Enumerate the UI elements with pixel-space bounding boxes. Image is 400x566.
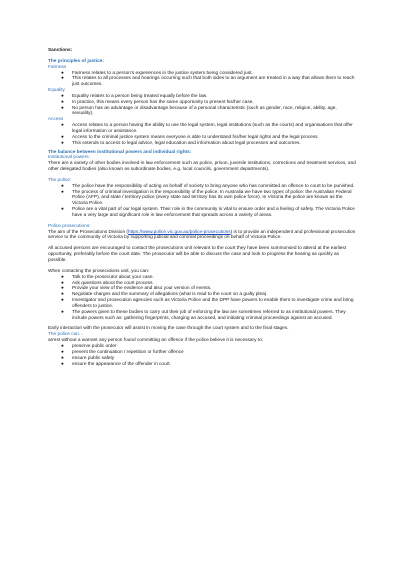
list-item: ● Talk to the prosecutor about your case. (61, 274, 154, 280)
institutional-powers-heading: Institutional powers: (48, 155, 90, 161)
bullet-icon: ● (61, 134, 64, 140)
list-item: ● ensure public safety (61, 355, 115, 361)
equality-list (48, 94, 358, 117)
accused-paragraph: All accused persons are encouraged to contact the prosecutions unit relevant to the court they have been summonsed to attend at the earliest opportunity, preferably before the court date. The prosecutor will be able to discuss the case and look to progress the hearing as quickly as possible. (48, 246, 347, 263)
list-item: ● The police have the responsibility of acting on behalf of society to bring anyone who has committed an offence to court to be punished. (61, 183, 355, 189)
list-item: ● prevent the continuation / repetition or further offence (61, 349, 184, 355)
bullet-icon: ● (61, 70, 64, 76)
balance-heading: The balance between institutional powers and individual rights: (48, 149, 192, 155)
list-item: ● Police are a vital part of our legal system. Their role in the community is vital to ensure order and a feeling of safety. The Victoria Police have a very large and significant role in law enforcement that spreads across a variety of areas. (61, 207, 355, 218)
list-item: ● The process of criminal investigation is the responsibility of the police. In Australia we have two types of police: the Australian Federal Police (AFP), and state / territory police (every state and territory has its own police force). In Victoria the police are known as the Victoria Police. (61, 189, 352, 207)
bullet-icon: ● (61, 355, 64, 361)
list-item: ● The powers given to these bodies to carry out their job of enforcing the law are sometimes referred to as institutional powers. They include powers such as: gathering fingerprints, charging an accused, and initiating criminal proceedings against an accused. (61, 309, 346, 321)
bullet-icon: ● (61, 105, 64, 111)
bullet-icon: ● (61, 361, 64, 367)
list-item: ● This relates to all processes and hearings occurring such that both sides to an argument are treated in a way that allows them to reach just outcomes. (61, 76, 355, 88)
list-item: ● Provide your view of the evidence and also your version of events. (61, 286, 212, 292)
bullet-icon: ● (61, 280, 64, 286)
bullet-icon: ● (61, 349, 64, 355)
prosecutions-link[interactable]: https://www.police.vic.gov.au/police-prosecutions (128, 229, 231, 235)
contacting-list (48, 275, 358, 322)
bullet-icon: ● (61, 343, 64, 349)
police-heading: The police: (48, 177, 72, 183)
prosecutions-paragraph: The aim of the Prosecutions Division (https://www.police.vic.gov.au/police-prosecutions) is to provide an independent and professional prosecution service to the community of Victoria by supporting judicial and coronial proceedings on behalf of Victoria Police. (48, 229, 356, 241)
equality-heading: Equality (48, 88, 65, 94)
access-list (48, 123, 358, 146)
bullet-icon: ● (61, 76, 64, 82)
bullet-icon: ● (61, 292, 64, 298)
list-item: ● preserve public order (61, 343, 117, 349)
fairness-heading: Fairness (48, 64, 67, 70)
principles-heading: The principles of justice: (48, 58, 104, 64)
list-item: ● No person has an advantage or disadvantage because of a personal characteristic (such as gender, race, religion, ability, age, sexuality). (61, 105, 337, 117)
bullet-icon: ● (61, 99, 64, 105)
bullet-icon: ● (61, 207, 64, 213)
bullet-icon: ● (61, 123, 64, 129)
list-item: ● Fairness relates to a person's experiences in the justice system being considered just. (61, 70, 253, 76)
early-interaction-paragraph: Early interaction with the prosecutor will assist in moving the case through the court system and to the final stages. (48, 326, 289, 332)
list-item: ● Investigator and prosecution agencies such as Victoria Police and the DPP have powers to enable them to investigate crime and bring offenders to justice. (61, 298, 354, 309)
list-item: ● ensure the appearance of the offender in court. (61, 361, 171, 367)
bullet-icon: ● (61, 93, 64, 99)
police-list (48, 184, 358, 219)
list-item: ● Access relates to a person having the ability to use the legal system, legal institutions (such as the courts) and organisations that offer legal information or assistance. (61, 123, 353, 134)
fairness-list (48, 71, 358, 89)
police-can-heading: The police can… (48, 332, 84, 338)
bullet-icon: ● (61, 183, 64, 189)
list-item: ● Ask questions about the court process. (61, 280, 154, 286)
list-item: ● Negotiate charges and the summary of allegations (what is read to the court on a guilty plea). (61, 292, 268, 298)
police-can-list (48, 344, 358, 367)
institutional-powers-text: There are a variety of other bodies involved in law enforcement such as police, prison, juvenile institutions, corrections and treatment services, and other delegated bodies (also known as subordinate bodies, e.g. local councils, government departments). (48, 161, 356, 173)
list-item: ● This extends to access to legal advice, legal education and information about legal processes and outcomes. (61, 140, 301, 146)
bullet-icon: ● (61, 286, 64, 292)
police-can-intro: arrest without a warrant any person found committing an offence if the police believe it is necessary to: (48, 338, 264, 344)
contacting-paragraph: When contacting the prosecutions unit, you can: (48, 268, 150, 274)
police-prosecutions-heading: Police prosecutions: (48, 223, 91, 229)
bullet-icon: ● (61, 309, 64, 315)
list-item: ● Equality relates to a person being treated equally before the law. (61, 93, 208, 99)
bullet-icon: ● (61, 140, 64, 146)
list-item: ● Access to the criminal justice system means everyone is able to understand his/her legal rights and the legal process. (61, 134, 319, 140)
bullet-icon: ● (61, 189, 64, 195)
bullet-icon: ● (61, 274, 64, 280)
bullet-icon: ● (61, 298, 64, 304)
list-item: ● In practice, this means every person has the same opportunity to present his/her case. (61, 99, 254, 105)
document-title: Sanctions: (48, 48, 73, 53)
access-heading: Access (48, 117, 64, 123)
